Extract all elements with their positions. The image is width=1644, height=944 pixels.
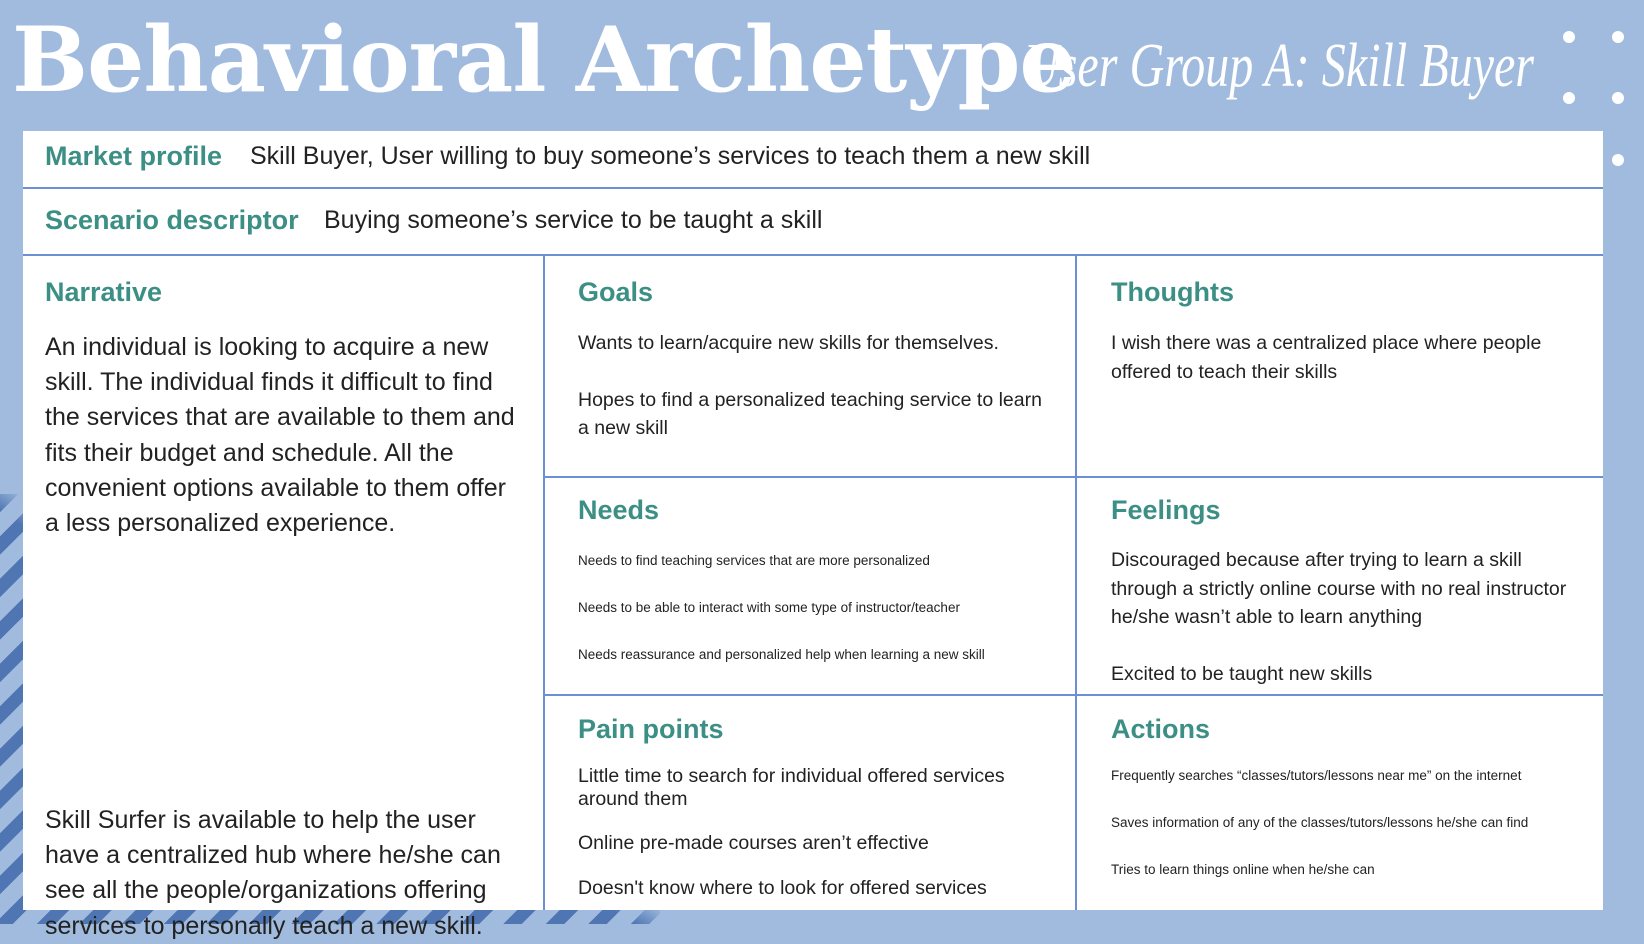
divider-horizontal-2 [543, 694, 1603, 696]
divider-vertical-1 [543, 256, 545, 910]
actions-item-1: Frequently searches “classes/tutors/lessons near me” on the internet [1111, 768, 1522, 783]
narrative-section [45, 276, 525, 940]
actions-title: Actions [1111, 714, 1211, 744]
goals-item-2: Hopes to find a personalized teaching service to learn a new skill [578, 388, 1042, 439]
needs-section [578, 494, 1048, 663]
narrative-paragraph-1: An individual is looking to acquire a new skill. The individual finds it difficult to find the services that are available to them and fits their budget and schedule. All the convenient options available to them offer a less personalized experience. [45, 333, 515, 538]
archetype-card [23, 131, 1603, 940]
pain-points-item-2: Online pre-made courses aren’t effective [578, 832, 929, 854]
market-profile-label: Market profile [45, 141, 223, 171]
scenario-row [23, 189, 1603, 256]
needs-item-3: Needs reassurance and personalized help when learning a new skill [578, 647, 985, 662]
market-profile-row [23, 131, 1603, 189]
thoughts-section [1111, 276, 1581, 386]
goals-item-1: Wants to learn/acquire new skills for themselves. [578, 332, 999, 354]
actions-section [1111, 713, 1581, 878]
goals-title: Goals [578, 277, 654, 307]
scenario-value: Buying someone’s service to be taught a skill [324, 206, 823, 234]
scenario-label: Scenario descriptor [45, 205, 299, 235]
thoughts-title: Thoughts [1111, 277, 1234, 307]
divider-vertical-2 [1075, 256, 1077, 910]
actions-item-2: Saves information of any of the classes/tutors/lessons he/she can find [1111, 815, 1529, 830]
divider-horizontal-1 [543, 476, 1603, 478]
narrative-paragraph-2: Skill Surfer is available to help the user have a centralized hub where he/she can see all the people/organizations offering services to personally teach a new skill. [45, 806, 501, 940]
feelings-title: Feelings [1111, 495, 1221, 525]
actions-item-3: Tries to learn things online when he/she can [1111, 862, 1375, 877]
thoughts-item-1: I wish there was a centralized place where people offered to teach their skills [1111, 332, 1542, 383]
pain-points-title: Pain points [578, 714, 724, 744]
page-subtitle [1024, 24, 1544, 114]
needs-item-1: Needs to find teaching services that are more personalized [578, 553, 930, 568]
pain-points-item-3: Doesn't know where to look for offered services [578, 876, 987, 899]
narrative-title: Narrative [45, 277, 163, 307]
goals-section [578, 276, 1048, 443]
pain-points-section [578, 713, 1048, 902]
pain-points-item-1: Little time to search for individual offered services around them [578, 765, 1005, 810]
page-subtitle-text: User Group A: Skill Buyer [1024, 32, 1535, 100]
needs-title: Needs [578, 495, 660, 525]
needs-item-2: Needs to be able to interact with some type of instructor/teacher [578, 600, 960, 615]
feelings-section [1111, 494, 1581, 688]
page-title: Behavioral Archetype [12, 7, 1076, 113]
market-profile-value: Skill Buyer, User willing to buy someone’s services to teach them a new skill [250, 142, 1091, 170]
feelings-item-2: Excited to be taught new skills [1111, 662, 1373, 685]
feelings-item-1: Discouraged because after trying to learn a skill through a strictly online course with no real instructor he/she wasn’t able to learn anything [1111, 549, 1567, 628]
